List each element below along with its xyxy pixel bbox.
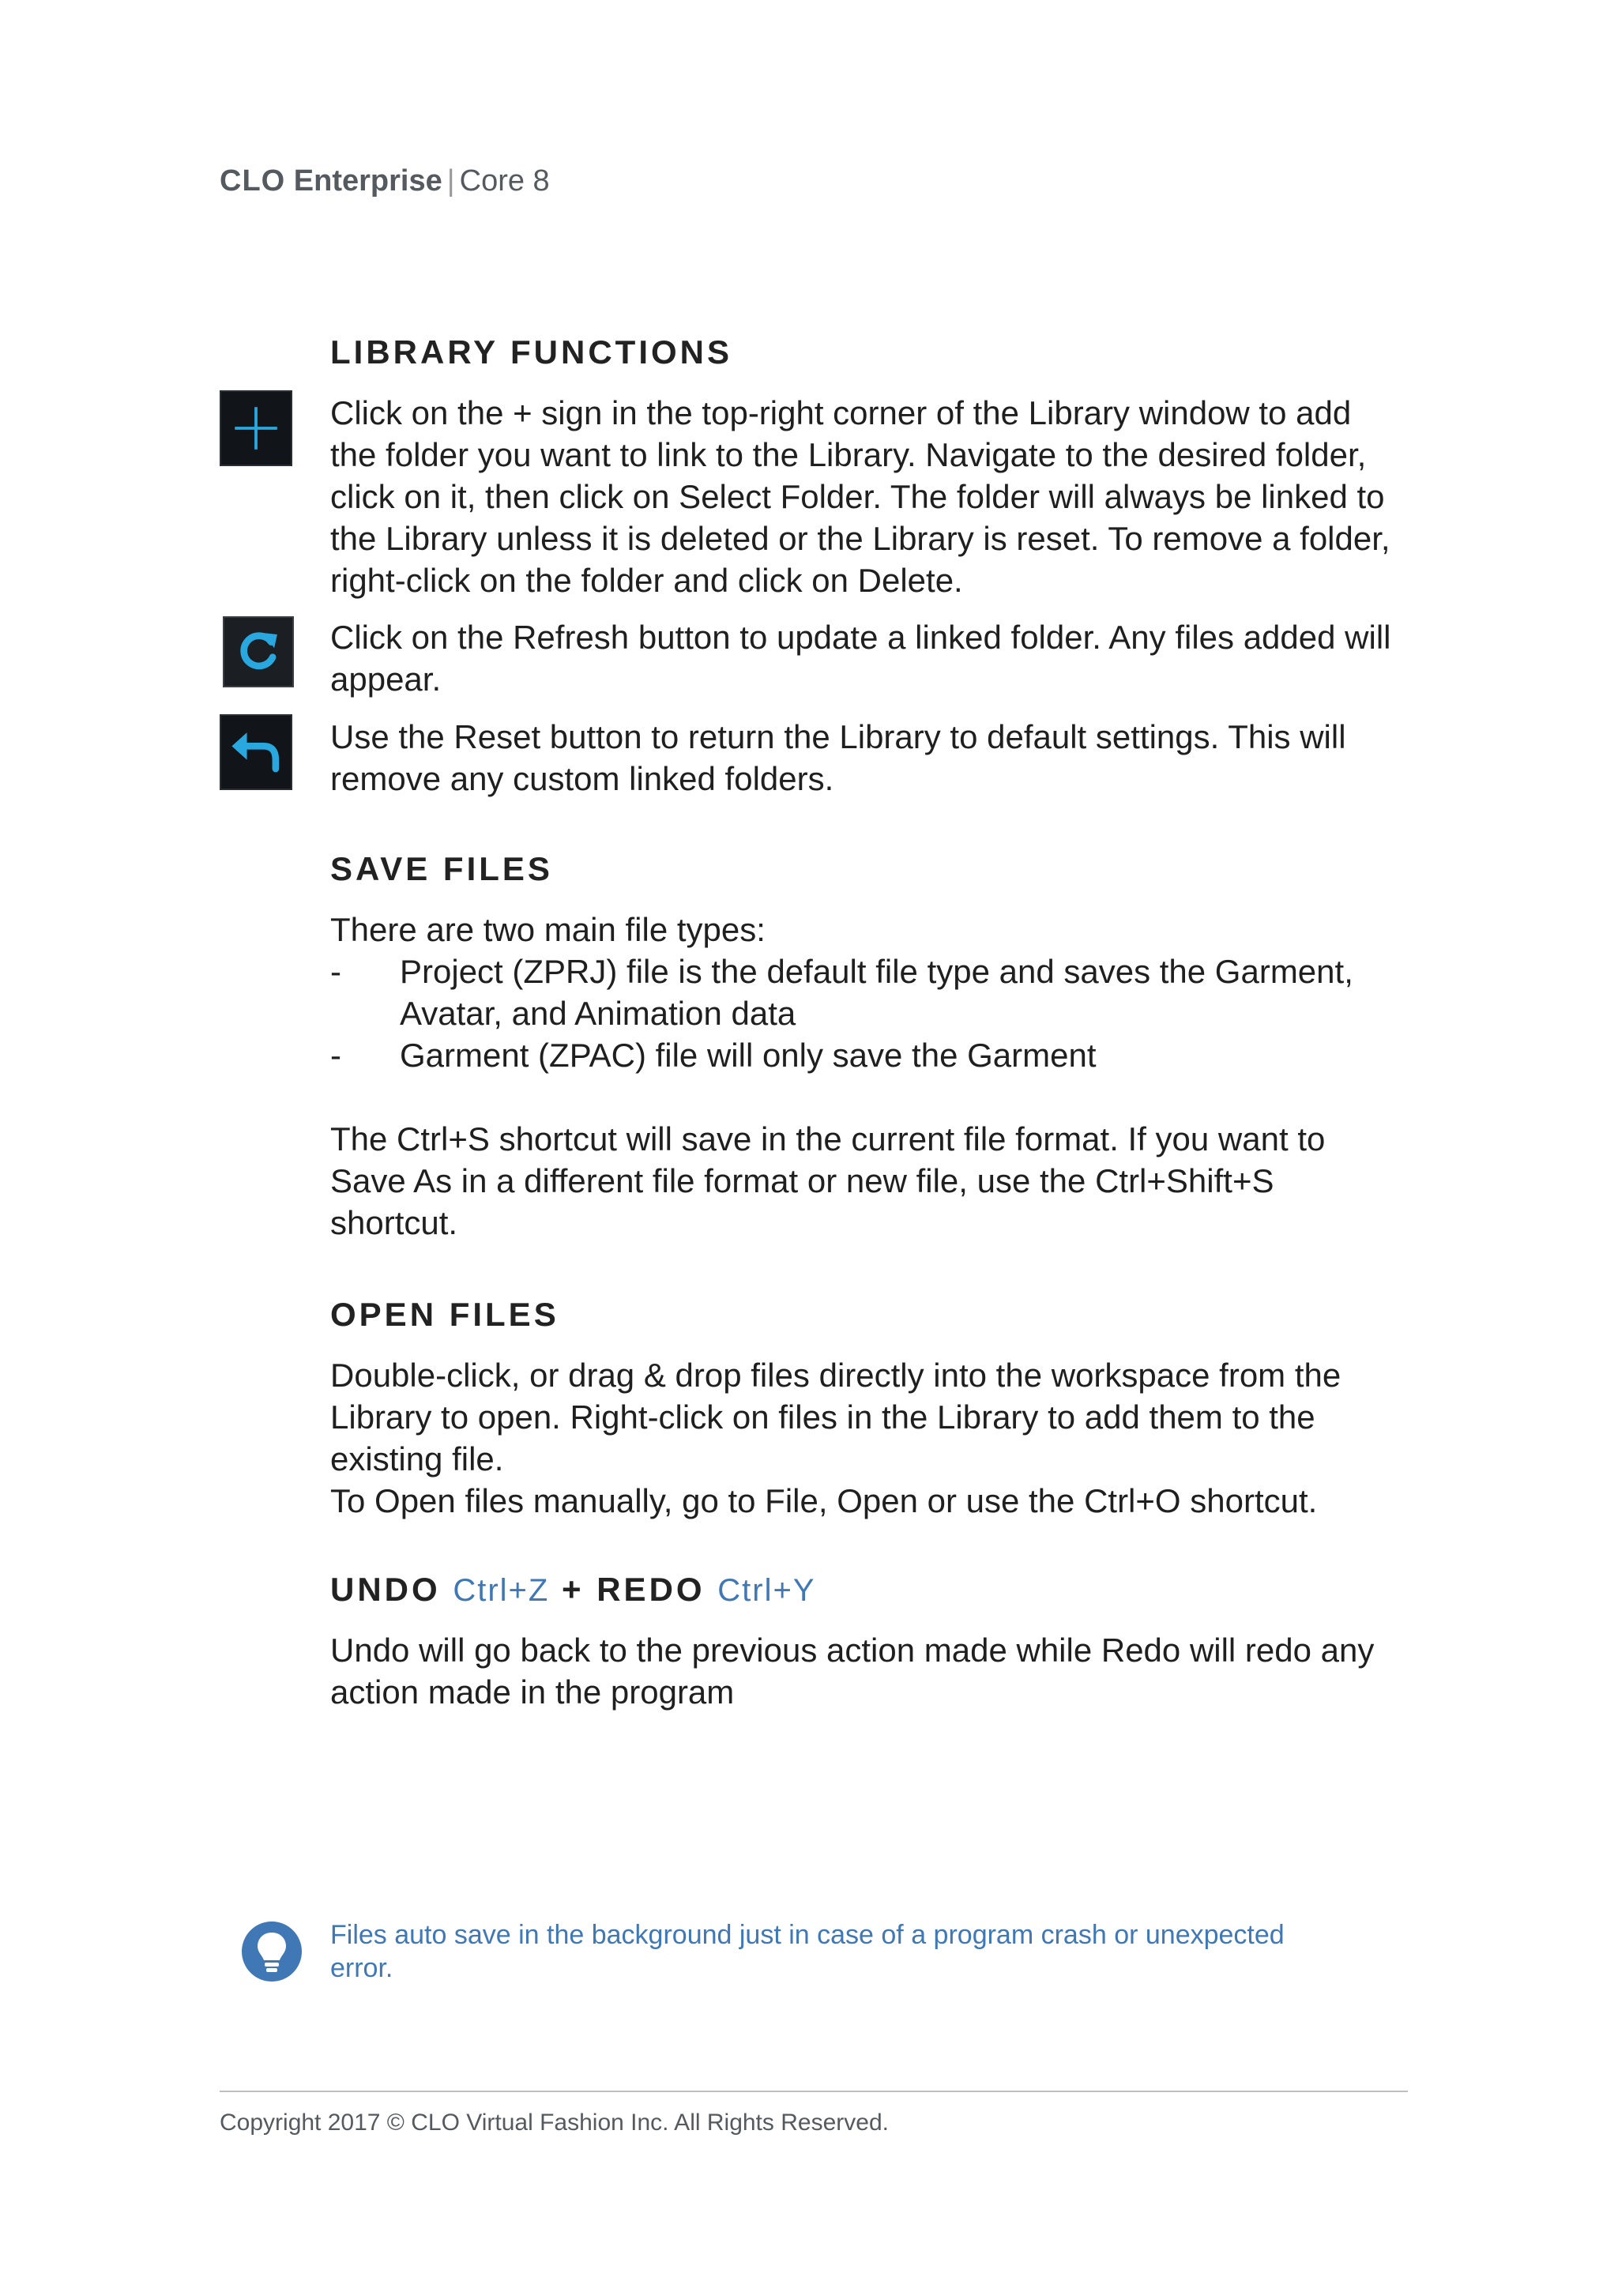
save-item-project: Project (ZPRJ) file is the default file type and saves the Garment, Avatar, and Animation data	[400, 953, 1353, 1032]
header-product: Enterprise	[293, 164, 442, 198]
undo-redo-heading	[330, 1571, 816, 1609]
library-refresh-text: Click on the Refresh button to update a linked folder. Any files added will appear.	[330, 619, 1391, 698]
open-files-heading: OPEN FILES	[330, 1296, 559, 1333]
lightbulb-icon	[240, 1920, 303, 1983]
library-functions-heading: LIBRARY FUNCTIONS	[330, 333, 732, 371]
undo-label: UNDO	[330, 1571, 441, 1608]
save-files-section	[330, 909, 1405, 1244]
library-refresh-paragraph	[330, 616, 1405, 700]
save-item-garment: Garment (ZPAC) file will only save the Garment	[400, 1037, 1097, 1074]
list-item	[330, 950, 1405, 1034]
refresh-icon	[223, 616, 294, 687]
library-reset-paragraph	[330, 716, 1405, 800]
document-header	[220, 164, 550, 198]
open-text-1: Double-click, or drag & drop files directly into the workspace from the Library to open. Right-click on files in the Library to add them to the existing file.	[330, 1357, 1341, 1477]
plus-sign: +	[562, 1571, 585, 1608]
save-files-heading: SAVE FILES	[330, 850, 553, 887]
footer-copyright: Copyright 2017 © CLO Virtual Fashion Inc. All Rights Reserved.	[220, 2110, 889, 2136]
library-reset-text: Use the Reset button to return the Library to default settings. This will remove any custom linked folders.	[330, 718, 1346, 797]
library-add-paragraph	[330, 392, 1405, 601]
redo-shortcut: Ctrl+Y	[717, 1573, 816, 1608]
save-shortcut-text: The Ctrl+S shortcut will save in the current file format. If you want to Save As in a different file format or new file, use the Ctrl+Shift+S shortcut.	[330, 1120, 1326, 1241]
header-separator: |	[446, 164, 455, 198]
list-bullet: -	[330, 1037, 341, 1074]
undo-redo-section	[330, 1629, 1405, 1713]
undo-redo-text: Undo will go back to the previous action made while Redo will redo any action made in the program	[330, 1632, 1375, 1711]
redo-label: REDO	[596, 1571, 706, 1608]
reset-icon	[220, 714, 292, 790]
footer-divider	[220, 2091, 1408, 2092]
tip-text: Files auto save in the background just in case of a program crash or unexpected error.	[330, 1920, 1285, 1983]
header-brand: CLO	[220, 164, 286, 198]
undo-shortcut: Ctrl+Z	[453, 1573, 550, 1608]
add-folder-icon	[220, 390, 292, 466]
list-item	[330, 1034, 1405, 1076]
open-files-section	[330, 1354, 1405, 1522]
library-add-text: Click on the + sign in the top-right corner of the Library window to add the folder you want to link to the Library. Navigate to the desired folder, click on it, then click on Select Folder. The folder will always be linked to the Library unless it is deleted or the Library is reset. To remove a folder, right-click on the folder and click on Delete.	[330, 394, 1390, 599]
save-intro: There are two main file types:	[330, 911, 766, 948]
header-edition: Core 8	[459, 164, 550, 198]
open-text-2: To Open files manually, go to File, Open or use the Ctrl+O shortcut.	[330, 1482, 1318, 1519]
list-bullet: -	[330, 953, 341, 990]
